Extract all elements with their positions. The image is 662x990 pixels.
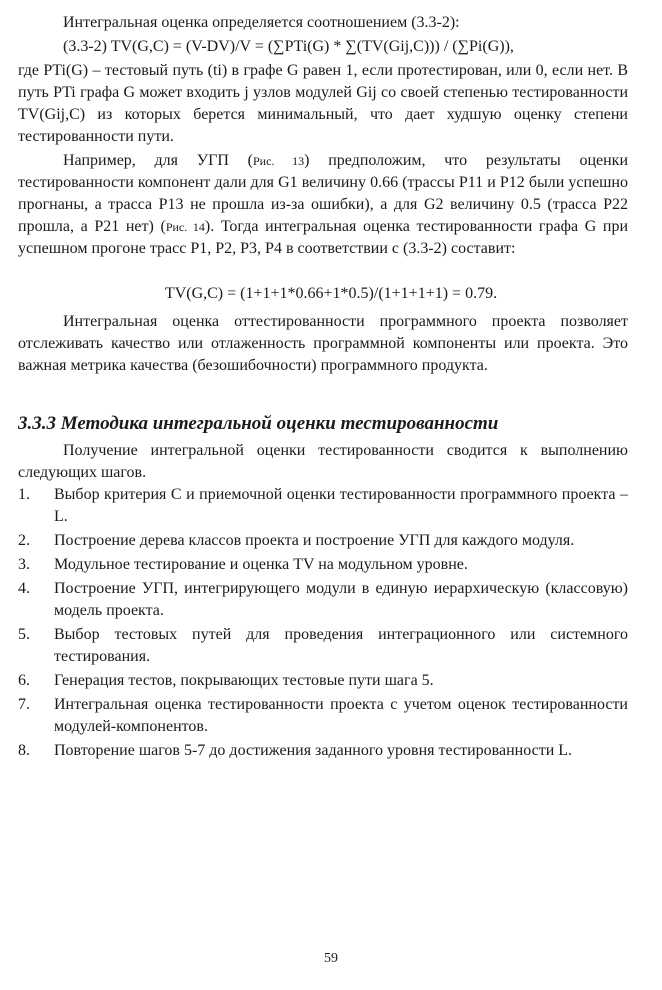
paragraph-example (18, 150, 628, 260)
list-item-text: Повторение шагов 5-7 до достижения заданного уровня тестированности L. (54, 742, 573, 759)
list-item-number: 7. (18, 696, 30, 713)
list-item (18, 694, 628, 738)
list-item-text: Интегральная оценка тестированности проекта с учетом оценок тестированности модулей-компонентов. (54, 696, 628, 735)
list-item-number: 4. (18, 580, 30, 597)
steps-list (18, 484, 628, 764)
paragraph-definition: где PTi(G) – тестовый путь (ti) в графе G равен 1, если протестирован, или 0, если нет. В путь PTi графа G может входить j узлов модулей Gij со своей степенью тестированности TV(Gij,C) из которых берется минимальный, что дает худшую оценку степени тестированности пути. (18, 62, 628, 145)
example-text-b: ) предположим, что результаты оценки тестированности компонент дали для G1 величину 0.66 (трассы P11 и P12 были успешно прогнаны, а трасса P13 не прошла из-за ошибки), а для G2 величину 0.5 (трасса P22 прошла, а P21 нет) ( (18, 152, 628, 235)
figure-14-reference[interactable]: Рис. 14 (165, 220, 205, 234)
formula-example-result: TV(G,C) = (1+1+1*0.66+1*0.5)/(1+1+1+1) = 0.79. (164, 285, 498, 302)
list-item-number: 8. (18, 742, 30, 759)
list-item (18, 740, 628, 762)
list-item (18, 578, 628, 622)
list-item-text: Модульное тестирование и оценка TV на модульном уровне. (54, 556, 468, 573)
paragraph-conclusion: Интегральная оценка оттестированности программного проекта позволяет отслеживать качество или отлаженность программной компоненты или проекта. Это важная метрика качества (безошибочности) программного продукта. (18, 313, 628, 374)
list-item (18, 670, 628, 692)
list-item (18, 624, 628, 668)
list-item-number: 2. (18, 532, 30, 549)
list-item-text: Выбор тестовых путей для проведения интеграционного или системного тестирования. (54, 626, 628, 665)
example-text-c: ). Тогда интегральная оценка тестированности графа G при успешном прогоне трасс P1, P2, P3, P4 в соответствии с (3.3-2) составит: (18, 218, 629, 257)
list-item-number: 1. (18, 486, 30, 503)
section-intro: Получение интегральной оценки тестированности сводится к выполнению следующих шагов. (18, 442, 628, 481)
list-item-text: Генерация тестов, покрывающих тестовые пути шага 5. (54, 672, 434, 689)
list-item-text: Построение дерева классов проекта и построение УГП для каждого модуля. (54, 532, 575, 549)
list-item (18, 530, 628, 552)
formula-3-3-2: (3.3-2) TV(G,C) = (V-DV)/V = (∑PTi(G) * ∑(TV(Gij,C))) / (∑Pi(G)), (63, 38, 514, 55)
example-text-a: Например, для УГП ( (63, 152, 253, 169)
list-item-text: Построение УГП, интегрирующего модули в единую иерархическую (классовую) модель проекта. (54, 580, 628, 619)
list-item-number: 3. (18, 556, 30, 573)
list-item (18, 554, 628, 576)
figure-13-reference[interactable]: Рис. 13 (252, 154, 305, 168)
list-item-number: 5. (18, 626, 30, 643)
list-item-text: Выбор критерия C и приемочной оценки тестированности программного проекта – L. (54, 486, 628, 525)
paragraph-intro: Интегральная оценка определяется соотношением (3.3-2): (63, 14, 460, 31)
list-item (18, 484, 628, 528)
page-number: 59 (324, 951, 338, 966)
list-item-number: 6. (18, 672, 30, 689)
section-heading: 3.3.3 Методика интегральной оценки тестированности (18, 413, 499, 434)
